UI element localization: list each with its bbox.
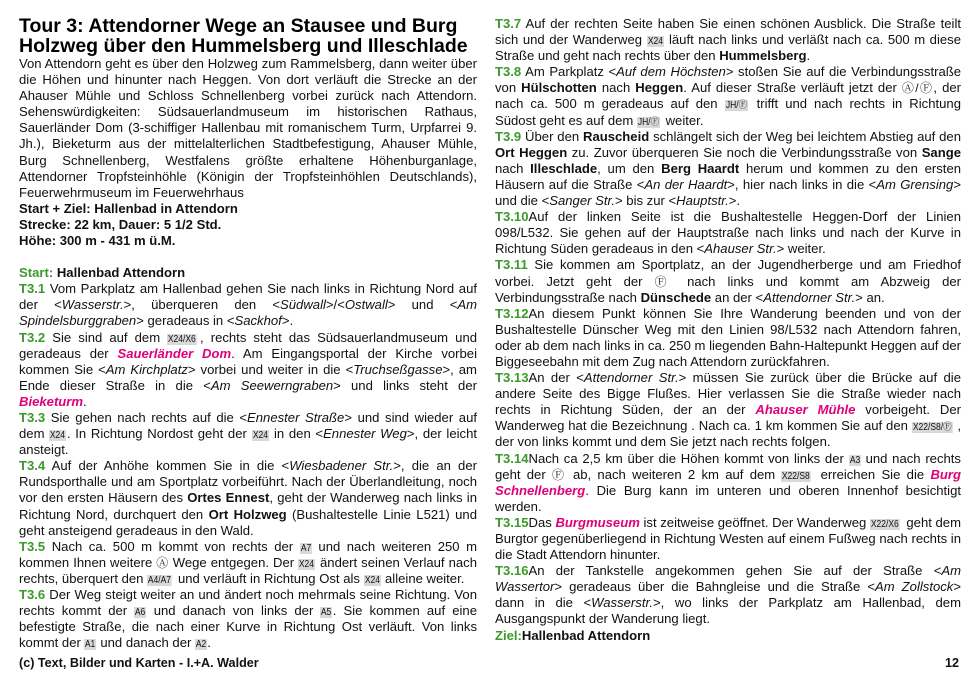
route-symbol-icon: Ⓐ/Ⓕ [901, 81, 934, 96]
street-name: Am Spindelsburggraben [19, 297, 477, 329]
section-text: und nach rechts geht der [495, 450, 961, 482]
route-marker: X24 [252, 430, 268, 442]
start-ziel-fact: Start + Ziel: Hallenbad in Attendorn [19, 200, 238, 216]
section-text: und danach der [96, 635, 195, 651]
street-name: Wiesbadener Str. [289, 458, 394, 474]
section-text: > und links steht der [333, 377, 477, 393]
route-marker: A7 [300, 542, 311, 554]
section-text: geht dem Burgtor gegenüberliegend in Richtung Westen auf einem Fußweg nach rechts in die Stadt Attendorn hinunter. [495, 514, 961, 563]
section-text: Sie gehen nach rechts auf die < [45, 409, 248, 425]
sections-left [19, 281, 477, 651]
section-text: Über den [521, 128, 583, 144]
section-label: T3.6 [19, 587, 46, 602]
section-text: herum und kommen zu den ersten Häusern auf die Straße < [495, 160, 962, 192]
section-text: vorbeigeht. Der Wanderweg hat die Bezeichnung . Nach ca. 1 km kommen Sie auf den [495, 402, 961, 434]
section-text: Sie sind auf dem [45, 329, 168, 345]
section-text: , der von links kommt und dem Sie jetzt nach rechts folgen. [495, 418, 961, 450]
section-text: . Auf dieser Straße verläuft jetzt der [683, 80, 902, 96]
section-label: T3.2 [19, 329, 46, 345]
section-text: Wege entgegen. Der [168, 554, 299, 570]
footer-credit: (c) Text, Bilder und Karten - I.+A. Walder [19, 656, 259, 670]
section-text: und verläuft in Richtung Ost als [174, 570, 364, 586]
section-t3-14 [495, 451, 961, 515]
highlight-place: Burg Schnellenberg [495, 466, 961, 498]
place-name: Dünschede [640, 289, 712, 305]
street-name: Attendorner Str. [763, 289, 856, 305]
section-text: nach [596, 80, 636, 96]
ziel-text: Hallenbad Attendorn [521, 627, 651, 643]
street-name: Auf dem Höchsten [616, 64, 726, 80]
section-text: > stoßen Sie auf die Verbindungsstraße von [495, 64, 962, 96]
section-text: zu. Zuvor überqueren Sie noch die Verbindungsstraße von [567, 144, 922, 160]
strecke-fact: Strecke: 22 km, Dauer: 5 1/2 Std. [19, 216, 222, 232]
route-marker: A6 [135, 607, 146, 619]
section-text: An diesem Punkt können Sie Ihre Wanderung beenden und von der Bushaltestelle Dünscher Weg mit den Linien 98/L532 nach Attendorn fahren, oder ab dem nach links in ca. 250 m liegenden Bahn-Haltepunkt Heggen auf der Biggeseebahn mit dem Zug nach Attendorn zurückfahren. [495, 305, 961, 369]
section-t3-15 [495, 515, 961, 563]
street-name: Wasserstr. [61, 297, 124, 313]
left-column [19, 16, 477, 651]
section-text: Auf der rechten Seite haben Sie einen schönen Ausblick. Die Straße teilt sich und der Wanderweg [495, 16, 961, 48]
route-marker: X24 [50, 430, 66, 442]
ziel-label: Ziel: [495, 627, 522, 643]
section-text: ändert seinen Verlauf nach rechts, überquert den [19, 554, 477, 586]
section-text: läuft nach links und verläßt nach ca. 500 m diese Straße und geht nach rechts über den [495, 32, 961, 64]
section-label: T3.1 [19, 281, 46, 297]
page-number: 12 [944, 656, 959, 670]
section-text: > geradeaus über die Bahngleise und die Straße < [554, 579, 875, 595]
street-name: Hauptstr. [676, 193, 729, 209]
section-text: erreichen Sie die [814, 466, 931, 482]
section-text: >, die an der Rundsporthalle und am Sportplatz vorbeiführt. Nach der Überlandleitung, noch vor den ersten Häusern des [19, 458, 477, 506]
page-footer [19, 655, 959, 671]
section-text: Am Parkplatz < [521, 64, 617, 80]
section-text: Das [528, 514, 556, 530]
section-text: ab, nach weiteren 2 km auf dem [566, 466, 782, 482]
intro-paragraph: Von Attendorn geht es über den Holzweg zum Rammelsberg, dann weiter über die Höhen und hinunter nach Heggen. Von dort verläuft die Strecke an der Ahauser Mühle und Schloss Schnellenberg vorbei zurück nach Attendorn. Sehenswürdigkeiten: Südsauerlandmuseum im historischen Rathaus, Sauerländer Dom (3-schiffiger Hallenbau mit romanischem Turm, Urpfarrei 9. Jh.), Bieketurm aus der mittelalterlichen Stadtbefestigung, Ahauser Mühle, Burg Schnellenberg, Westfalens größte erhaltene Höhenburganlage, Attendorner Tropfsteinhöhle (Königin der Tropfsteinhöhlen Deutschlands), Feuerwehrmuseum im Feuerwehrhaus [19, 56, 477, 200]
section-t3-12 [495, 306, 961, 370]
section-t3-9 [495, 129, 961, 209]
section-text: an der < [711, 289, 764, 305]
highlight-place: Sauerländer Dom [117, 345, 232, 361]
right-column [495, 16, 961, 644]
section-text: , um den [597, 160, 662, 176]
spacer [19, 249, 477, 265]
place-name: Ort Holzweg [208, 506, 287, 522]
section-label: T3.14 [495, 450, 529, 466]
section-text: nach links und kommt am Abzweig der Verbindungsstraße nach [495, 273, 961, 305]
place-name: Ortes Ennest [187, 490, 270, 506]
street-name: Truchseßgasse [353, 361, 443, 377]
section-text: >, am Ende dieser Straße in die < [19, 361, 477, 393]
section-text: , geht der Wanderweg nach links in Richtung Nord, durchquert den [19, 490, 477, 522]
section-text: . [83, 393, 87, 409]
route-marker: X24 [647, 36, 663, 48]
section-text: (Bushaltestelle Linie L521) und geht ansteigend geradeaus in den Wald. [19, 506, 477, 538]
place-name: Heggen [635, 80, 684, 96]
section-label: T3.15 [495, 514, 529, 530]
section-t3-11 [495, 257, 961, 305]
section-text: > vorbei und weiter in die < [187, 361, 354, 377]
route-marker: A2 [195, 639, 207, 651]
street-name: Am Wassertor [495, 563, 961, 595]
place-name: Berg Haardt [661, 160, 740, 176]
street-name: Attendorner Str. [583, 370, 679, 386]
section-t3-3 [19, 410, 477, 458]
section-t3-6 [19, 587, 477, 651]
section-text: > an. [855, 289, 885, 305]
street-name: Wasserstr. [591, 595, 653, 611]
section-text: > und sind wieder auf dem [19, 409, 477, 442]
section-text: > müssen Sie zurück über die Brücke auf die andere Seite des Bigge Flußes. Hier verlassen Sie die Straße wieder nach rechts in Richtung Süden, der an der [495, 370, 961, 418]
section-t3-7 [495, 16, 961, 64]
section-label: T3.4 [19, 458, 46, 474]
route-marker: X22/X6 [870, 518, 899, 530]
section-t3-10 [495, 209, 961, 257]
section-text: weiter. [661, 112, 704, 128]
section-text: > bis zur < [615, 193, 677, 209]
highlight-place: Burgmuseum [555, 514, 640, 530]
route-marker: A5 [321, 607, 332, 619]
street-name: Sanger Str. [549, 193, 615, 209]
section-text: > und die < [495, 176, 961, 209]
section-text: alleine weiter. [381, 570, 465, 586]
section-text: . [806, 48, 811, 64]
route-marker: X22/S8/Ⓕ [912, 422, 952, 434]
section-text: in den < [269, 426, 324, 442]
section-label: T3.10 [495, 209, 529, 225]
section-text: . In Richtung Nordost geht der [66, 426, 252, 442]
section-t3-8 [495, 64, 961, 128]
section-text: > geradeaus in < [136, 313, 235, 329]
section-text: >, überqueren den < [123, 297, 281, 313]
section-text: Sie kommen am Sportplatz, an der Jugendherberge und am Friedhof vorbei. Jetzt geht der [495, 257, 961, 289]
start-text: Hallenbad Attendorn [56, 265, 186, 281]
section-text: nach [495, 160, 531, 176]
street-name: Südwall [280, 297, 326, 313]
section-text: . Am Eingangsportal der Kirche vorbei kommen Sie < [19, 345, 478, 377]
place-name: Ort Heggen [495, 144, 568, 160]
section-text: ist zeitweise geöffnet. Der Wanderweg [639, 514, 870, 530]
section-text: . Sie kommen auf eine befestigte Straße, die nach einer Kurve in Richtung Ost verläuft. Von links kommt der [19, 603, 477, 651]
section-label: T3.9 [495, 128, 522, 144]
section-text: >/< [325, 297, 345, 313]
section-text: > weiter. [776, 241, 826, 257]
place-name: Illeschlade [530, 160, 598, 176]
section-text: An der < [528, 370, 584, 386]
section-text: > und < [387, 297, 458, 313]
section-label: T3.8 [495, 64, 522, 80]
street-name: An der Haardt [644, 176, 728, 192]
route-symbol-icon: Ⓕ [552, 467, 567, 482]
section-text: >, wo links der Parkplatz am Hallenbad, dem Ausgangspunkt der Wanderung liegt. [495, 595, 961, 627]
start-line [19, 265, 477, 281]
section-t3-1 [19, 281, 477, 329]
route-marker: X24 [364, 574, 380, 586]
section-label: T3.5 [19, 538, 46, 554]
section-text: , der nach ca. 500 m geradeaus auf den [495, 80, 961, 112]
route-marker: A1 [85, 639, 96, 651]
route-marker: X24/X6 [168, 333, 196, 345]
section-text: >, hier nach links in die < [727, 176, 877, 192]
page-title: Tour 3: Attendorner Wege an Stausee und Burg Holzweg über den Hummelsberg und Illeschlade [19, 15, 468, 57]
street-name: Ennester Weg [323, 426, 407, 442]
route-marker: A4/A7 [147, 574, 172, 586]
section-t3-5 [19, 539, 477, 587]
street-name: Ostwall [344, 297, 388, 313]
place-name: Hülschotten [521, 80, 597, 96]
street-name: Ennester Straße [247, 409, 345, 425]
section-text: Der Weg steigt weiter an und ändert noch mehrmals seine Richtung. Von rechts kommt der [19, 587, 477, 619]
section-text: >. [728, 193, 741, 209]
route-symbol-icon: Ⓕ [654, 274, 676, 289]
section-text: Auf der linken Seite ist die Bushaltestelle Heggen-Dorf der Linien 098/L532. Sie gehen auf der Hauptstraße nach links und nach der Kurve in Richtung Süden geradeaus in den < [495, 209, 961, 257]
hoehe-fact: Höhe: 300 m - 431 m ü.M. [19, 233, 176, 249]
section-label: T3.16 [495, 563, 529, 579]
section-text: und danach von links der [146, 603, 321, 619]
section-text: >. [281, 313, 294, 329]
section-label: T3.13 [495, 370, 529, 386]
street-name: Am Grensing [876, 176, 954, 192]
section-text: Auf der Anhöhe kommen Sie in die < [45, 458, 290, 474]
section-text: >, der leicht ansteigt. [19, 426, 477, 458]
section-t3-2 [19, 330, 477, 410]
section-text: . [207, 635, 211, 651]
route-marker: X24 [299, 558, 315, 570]
section-text: . Die Burg kann im unteren und oberen Innenhof besichtigt werden. [495, 482, 961, 514]
section-label: T3.7 [495, 16, 522, 31]
section-label: T3.12 [495, 305, 529, 321]
highlight-place: Ahauser Mühle [755, 402, 856, 418]
ziel-line [495, 628, 961, 644]
route-marker: X22/S8 [782, 470, 811, 482]
street-name: Ahauser Str. [704, 241, 777, 257]
section-text: Nach ca. 500 m kommt von rechts der [45, 538, 300, 554]
route-symbol-icon: Ⓐ [156, 555, 169, 570]
route-marker: A3 [849, 454, 860, 466]
section-text: Nach ca 2,5 km über die Höhen kommt von links der [528, 450, 849, 466]
street-name: Am Seewerngraben [210, 377, 334, 393]
section-text: schlängelt sich der Weg bei leichtem Abstieg auf den [649, 128, 962, 144]
section-text: Vom Parkplatz am Hallenbad gehen Sie nach links in Richtung Nord auf der < [19, 281, 477, 313]
street-name: Am Kirchplatz [105, 361, 188, 377]
place-name: Sange [921, 144, 961, 160]
section-label: T3.3 [19, 409, 46, 425]
street-name: Am Zollstock [875, 579, 954, 595]
section-t3-16 [495, 563, 961, 627]
section-text: > dann in die < [495, 579, 961, 611]
place-name: Hummelsberg [719, 48, 807, 64]
start-label: Start: [19, 265, 54, 281]
section-text: trifft und nach rechts in Richtung Südost geht es auf dem [495, 96, 961, 128]
section-label: T3.11 [495, 257, 528, 273]
section-t3-13 [495, 370, 961, 450]
section-t3-4 [19, 458, 477, 538]
section-text: An der Tankstelle angekommen gehen Sie auf der Straße < [528, 563, 942, 579]
place-name: Rauscheid [583, 128, 650, 144]
section-text: und nach weiteren 250 m kommen Ihnen weitere [19, 538, 477, 570]
section-text: , rechts steht das Südsauerlandmuseum und geradeaus der [19, 329, 478, 361]
highlight-place: Bieketurm [19, 393, 84, 409]
sections-right [495, 16, 961, 628]
route-marker: JH/Ⓕ [725, 100, 747, 112]
route-marker: JH/Ⓕ [637, 116, 660, 128]
street-name: Sackhof [234, 313, 282, 329]
